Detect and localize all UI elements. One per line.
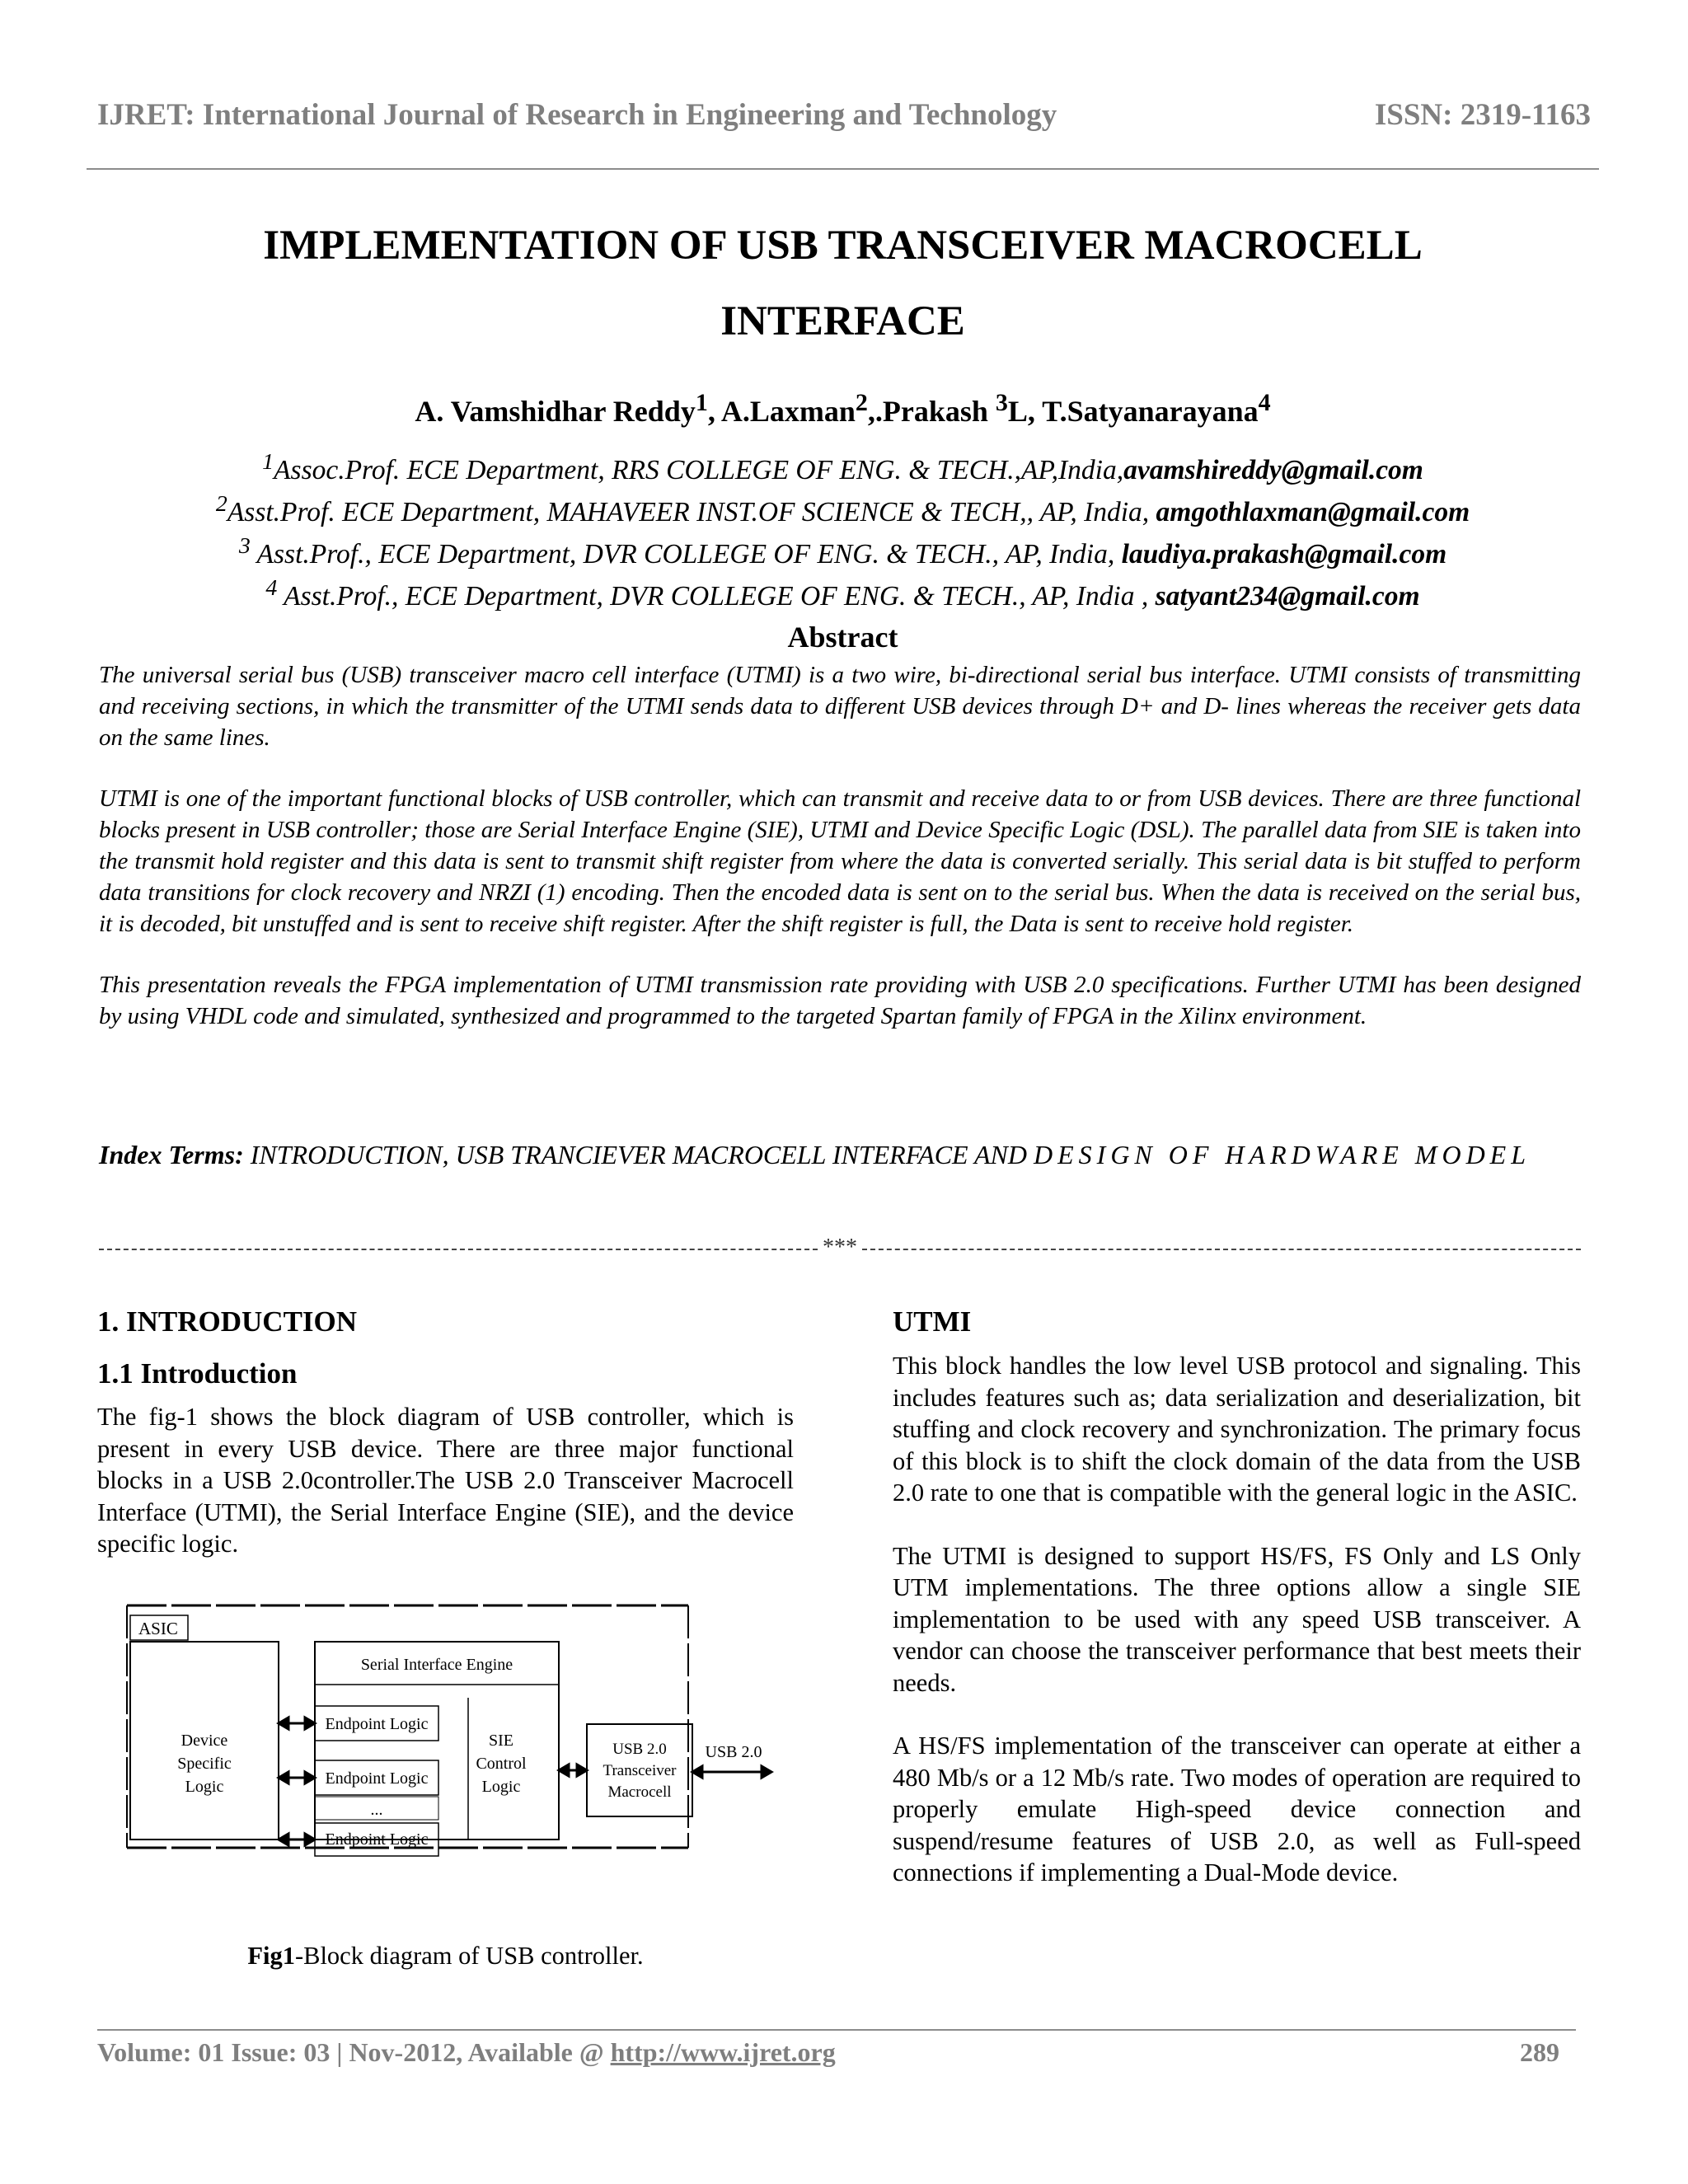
separator-dash-right [862, 1249, 1581, 1250]
footer-volume [97, 2037, 836, 2068]
dsl-label-2: Specific [177, 1755, 232, 1773]
utmi-heading: UTMI [893, 1305, 972, 1338]
author-sup: 4 [1258, 389, 1271, 416]
affiliation-sup: 2 [215, 491, 227, 518]
sie-title: Serial Interface Engine [360, 1656, 513, 1674]
utm-label-1: USB 2.0 [612, 1741, 667, 1758]
usb-controller-block-diagram [124, 1599, 775, 1863]
affiliation-text: Asst.Prof., ECE Department, DVR COLLEGE OF ENG. & TECH., AP, India , [277, 581, 1156, 612]
header-rule [87, 168, 1599, 170]
index-terms [99, 1131, 1581, 1179]
usb-bus-label: USB 2.0 [705, 1743, 762, 1761]
affiliation-sup: 1 [262, 449, 274, 475]
caption-label: Fig1 [247, 1942, 295, 1970]
endpoint-ellipsis: ... [370, 1801, 383, 1819]
abstract-body [99, 659, 1581, 1062]
sie-control-label-3: Logic [481, 1778, 521, 1796]
abstract-paragraph: The universal serial bus (USB) transceiver macro cell interface (UTMI) is a two wire, bi-directional serial bus interface. UTMI consists of transmitting and receiving sections, in which the transmitter of the UTMI sends data to different USB devices through D+ and D- lines whereas the receiver gets data on the same lines. [99, 662, 1581, 751]
page-number: 289 [1520, 2037, 1559, 2067]
endpoint-label: Endpoint Logic [325, 1715, 429, 1733]
separator-stars: *** [823, 1235, 857, 1260]
affiliations [87, 445, 1599, 614]
running-footer [97, 2037, 1559, 2068]
affiliation-email[interactable]: laudiya.prakash@gmail.com [1121, 539, 1447, 570]
affiliation-row [87, 529, 1599, 571]
index-terms-text: INTRODUCTION, USB TRANCIEVER MACROCELL INTERFACE AND [243, 1140, 1034, 1169]
affiliation-text: Assoc.Prof. ECE Department, RRS COLLEGE OF ENG. & TECH.,AP,India, [274, 455, 1124, 486]
author-sup: 3 [995, 389, 1008, 416]
usb-bus-arrow [692, 1766, 771, 1778]
issn: ISSN: 2319-1163 [1374, 98, 1591, 132]
intro-paragraph: The fig-1 shows the block diagram of USB controller, which is present in every USB device. There are three major functional blocks in a USB 2.0controller.The USB 2.0 Transceiver Macrocell Interface (UTMI), the Serial Interface Engine (SIE), and the device specific logic. [97, 1403, 794, 1558]
author-line [87, 389, 1599, 429]
affiliation-email[interactable]: satyant234@gmail.com [1155, 581, 1420, 612]
left-column [97, 1301, 794, 1591]
dsl-label-1: Device [181, 1732, 228, 1750]
abstract-paragraph: UTMI is one of the important functional blocks of USB controller, which can transmit and receive data to or from USB devices. There are three functional blocks present in USB controller; those are Serial Interface Engine (SIE), UTMI and Device Specific Logic (DSL). The parallel data from SIE is taken into the transmit hold register and this data is sent to transmit shift register from where the data is converted serially. This serial data is bit stuffed to perform data transitions for clock recovery and NRZI (1) encoding. Then the encoded data is sent on to the serial bus. When the data is received on the serial bus, it is decoded, bit unstuffed and is sent to receive shift register. After the shift register is full, the Data is sent to receive hold register. [99, 785, 1581, 937]
right-column [893, 1301, 1581, 1920]
author-name: L, T.Satyanarayana [1007, 395, 1259, 428]
utmi-paragraph: The UTMI is designed to support HS/FS, FS Only and LS Only UTM implementations. The three options allow a single SIE implementation to be used with any speed USB transceiver. A vendor can choose the transceiver performance that best meets their needs. [893, 1541, 1581, 1697]
author-name: A.Laxman [720, 395, 856, 428]
endpoint-label: Endpoint Logic [325, 1769, 429, 1788]
footer-url-link[interactable]: http://www.ijret.org [610, 2037, 836, 2067]
footer-volume-text: Volume: 01 Issue: 03 | Nov-2012, Available @ [97, 2037, 611, 2067]
endpoint-label: Endpoint Logic [325, 1830, 429, 1849]
affiliation-email[interactable]: amgothlaxman@gmail.com [1156, 497, 1470, 528]
footer-rule [97, 2029, 1576, 2031]
section-separator [99, 1235, 1581, 1261]
journal-name: IJRET: International Journal of Research in Engineering and Technology [97, 98, 1057, 132]
section-heading: 1. INTRODUCTION [97, 1305, 358, 1338]
affiliation-row [87, 571, 1599, 613]
affiliation-row [87, 487, 1599, 529]
title-line-2: INTERFACE [720, 298, 965, 344]
abstract-paragraph: This presentation reveals the FPGA implementation of UTMI transmission rate providing with USB 2.0 specifications. Further UTMI has been designed by using VHDL code and simulated, synthesized and programmed to the targeted Spartan family of FPGA in the Xilinx environment. [99, 972, 1581, 1029]
utm-label-2: Transceiver [603, 1762, 677, 1779]
abstract-heading: Abstract [787, 621, 898, 654]
index-terms-label: Index Terms: [99, 1140, 244, 1169]
affiliation-row [87, 445, 1599, 487]
utm-label-3: Macrocell [607, 1783, 672, 1801]
utmi-paragraph: A HS/FS implementation of the transceiver can operate at either a 480 Mb/s or a 12 Mb/s rate. Two modes of operation are required to properly emulate High-speed device connection and suspend/resume features of USB 2.0, as well as Full-speed connections if implementing a Dual-Mode device. [893, 1732, 1581, 1886]
caption-text: -Block diagram of USB controller. [294, 1942, 644, 1970]
dsl-label-3: Logic [185, 1778, 224, 1796]
block-diagram-svg [124, 1599, 775, 1863]
asic-label: ASIC [138, 1619, 178, 1638]
affiliation-sup: 3 [238, 533, 251, 560]
author-sep: ,.Prakash [867, 395, 996, 428]
sie-control-label-1: SIE [489, 1732, 513, 1750]
affiliation-email[interactable]: avamshireddy@gmail.com [1123, 455, 1423, 486]
author-sup: 2 [855, 389, 868, 416]
affiliation-text: Asst.Prof. ECE Department, MAHAVEER INST.OF SCIENCE & TECH,, AP, India, [227, 497, 1156, 528]
utmi-paragraph: This block handles the low level USB protocol and signaling. This includes features such as; data serialization and deserialization, bit stuffing and clock recovery and synchronization. The primary focus of this block is to shift the clock domain of the data from the USB 2.0 rate to one that is compatible with the general logic in the ASIC. [893, 1352, 1581, 1507]
separator-dash-left [99, 1249, 818, 1250]
title-line-1: IMPLEMENTATION OF USB TRANSCEIVER MACROCELL [263, 223, 1423, 269]
subsection-heading: 1.1 Introduction [97, 1357, 298, 1390]
sie-utm-arrow [559, 1765, 587, 1776]
author-sep: , [707, 395, 721, 428]
index-terms-spaced: DESIGN OF HARDWARE MODEL [1034, 1140, 1531, 1169]
running-header [97, 97, 1591, 133]
affiliation-sup: 4 [265, 575, 278, 602]
figure-caption [97, 1942, 794, 1971]
dsl-endpoint-arrows [279, 1718, 315, 1845]
affiliation-text: Asst.Prof., ECE Department, DVR COLLEGE OF ENG. & TECH., AP, India, [250, 539, 1122, 570]
sie-control-label-2: Control [476, 1755, 527, 1773]
author-sup: 1 [695, 389, 708, 416]
author-name: A. Vamshidhar Reddy [415, 395, 696, 428]
paper-title [87, 208, 1599, 359]
